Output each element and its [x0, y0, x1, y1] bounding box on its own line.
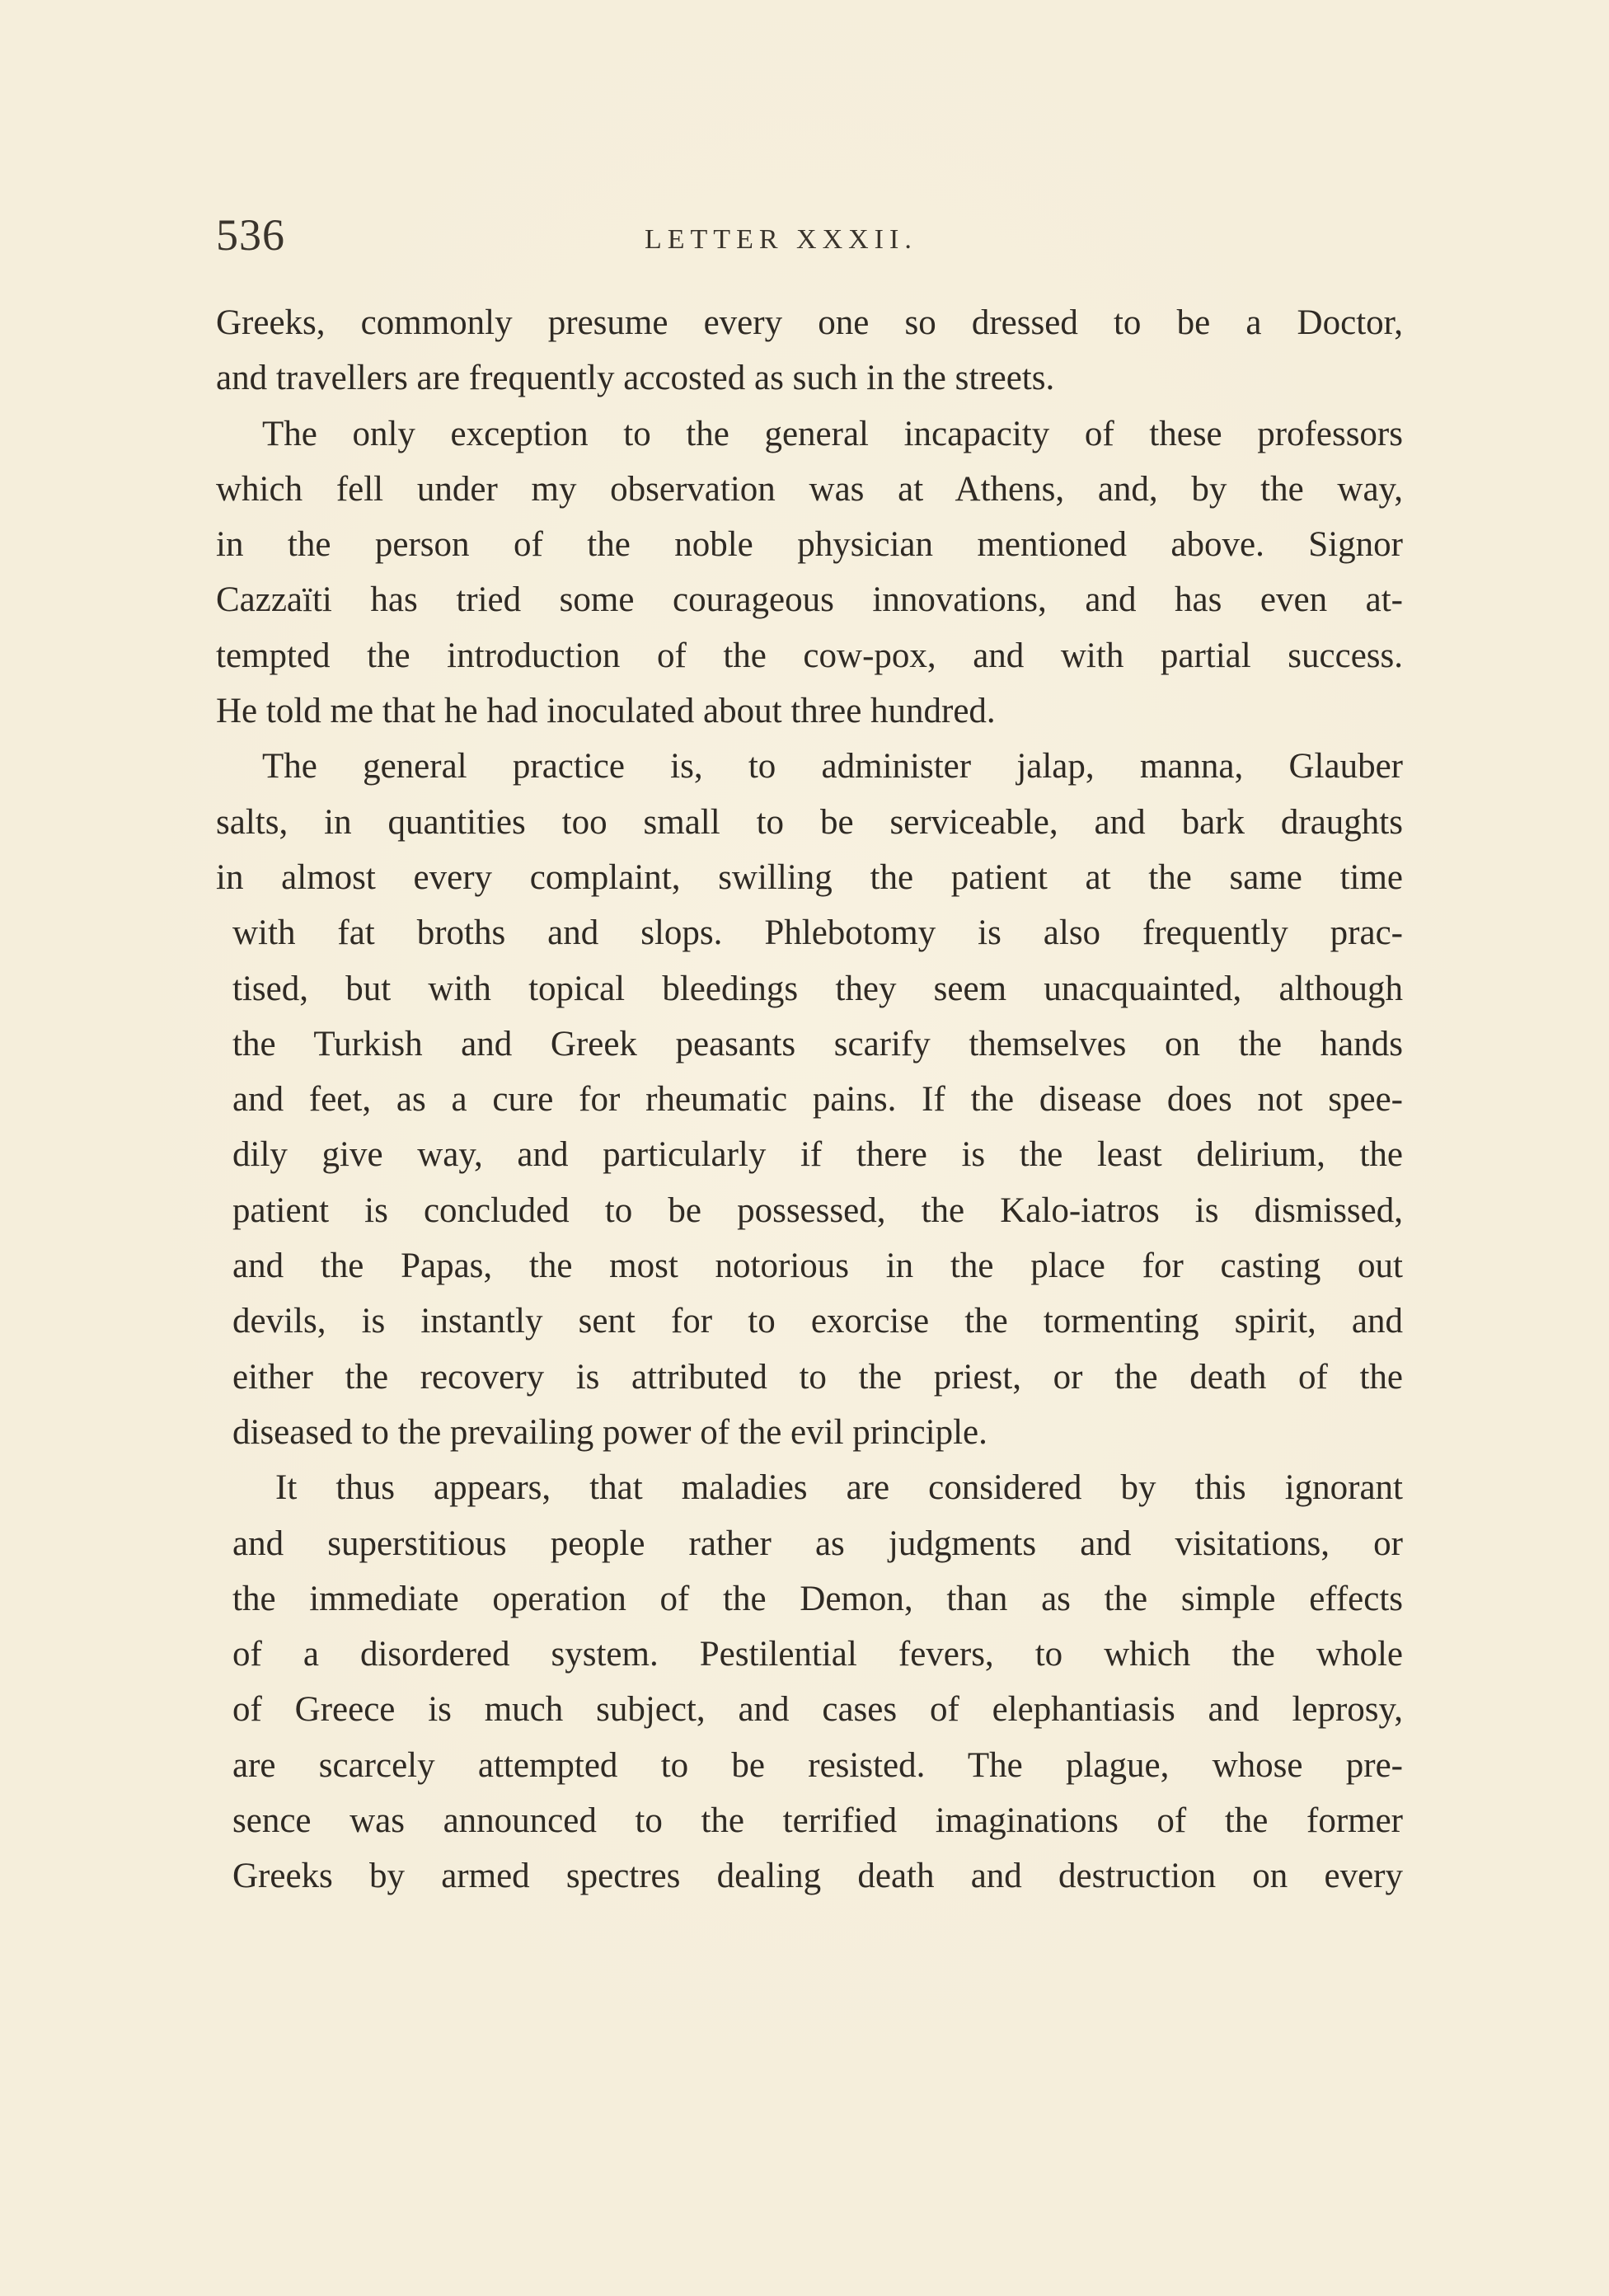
text-line: in the person of the noble physician mentioned above. Signor [216, 525, 1403, 565]
text-line: The only exception to the general incapacity of these professors [262, 414, 1403, 453]
text-line: tempted the introduction of the cow-pox, and with partial success. [216, 636, 1403, 675]
text-line: and the Papas, the most notorious in the place for casting out [232, 1247, 1403, 1286]
text-line: the immediate operation of the Demon, than as the simple effects [232, 1579, 1403, 1618]
text-line: salts, in quantities too small to be serviceable, and bark draughts [216, 802, 1403, 842]
text-line: Greeks, commonly presume every one so dressed to be a Doctor, [216, 303, 1403, 342]
text-line: of a disordered system. Pestilential fevers, to which the whole [232, 1635, 1403, 1674]
body-text [216, 295, 1403, 1904]
text-line: dily give way, and particularly if there is the least delirium, the [232, 1135, 1403, 1175]
text-line: and superstitious people rather as judgments and visitations, or [232, 1524, 1403, 1563]
text-line: sence was announced to the terrified imaginations of the former [232, 1801, 1403, 1841]
text-line: Cazzaïti has tried some courageous innovations, and has even at- [216, 580, 1403, 620]
text-line: He told me that he had inoculated about three hundred. [216, 692, 996, 731]
text-line: with fat broths and slops. Phlebotomy is also frequently prac- [232, 913, 1403, 953]
text-line: and travellers are frequently accosted as such in the streets. [216, 359, 1055, 398]
text-line: are scarcely attempted to be resisted. The plague, whose pre- [232, 1745, 1403, 1785]
text-line: the Turkish and Greek peasants scarify themselves on the hands [232, 1024, 1403, 1063]
running-head: LETTER XXXII. [645, 224, 917, 255]
text-line: tised, but with topical bleedings they seem unacquainted, although [232, 969, 1403, 1008]
page-header [216, 206, 1403, 264]
page-number: 536 [216, 210, 285, 260]
text-line: It thus appears, that maladies are considered by this ignorant [275, 1468, 1403, 1508]
text-line: which fell under my observation was at Athens, and, by the way, [216, 469, 1403, 509]
text-line: of Greece is much subject, and cases of elephantiasis and leprosy, [232, 1690, 1403, 1730]
text-line: The general practice is, to administer jalap, manna, Glauber [262, 747, 1403, 786]
text-line: devils, is instantly sent for to exorcise the tormenting spirit, and [232, 1302, 1403, 1341]
text-line: Greeks by armed spectres dealing death and destruction on every [232, 1857, 1403, 1896]
text-line: and feet, as a cure for rheumatic pains. If the disease does not spee- [232, 1080, 1403, 1120]
text-line: diseased to the prevailing power of the evil principle. [232, 1412, 987, 1452]
text-line: patient is concluded to be possessed, the Kalo-iatros is dismissed, [232, 1190, 1403, 1230]
text-line: in almost every complaint, swilling the patient at the same time [216, 857, 1403, 897]
text-line: either the recovery is attributed to the priest, or the death of the [232, 1357, 1403, 1397]
